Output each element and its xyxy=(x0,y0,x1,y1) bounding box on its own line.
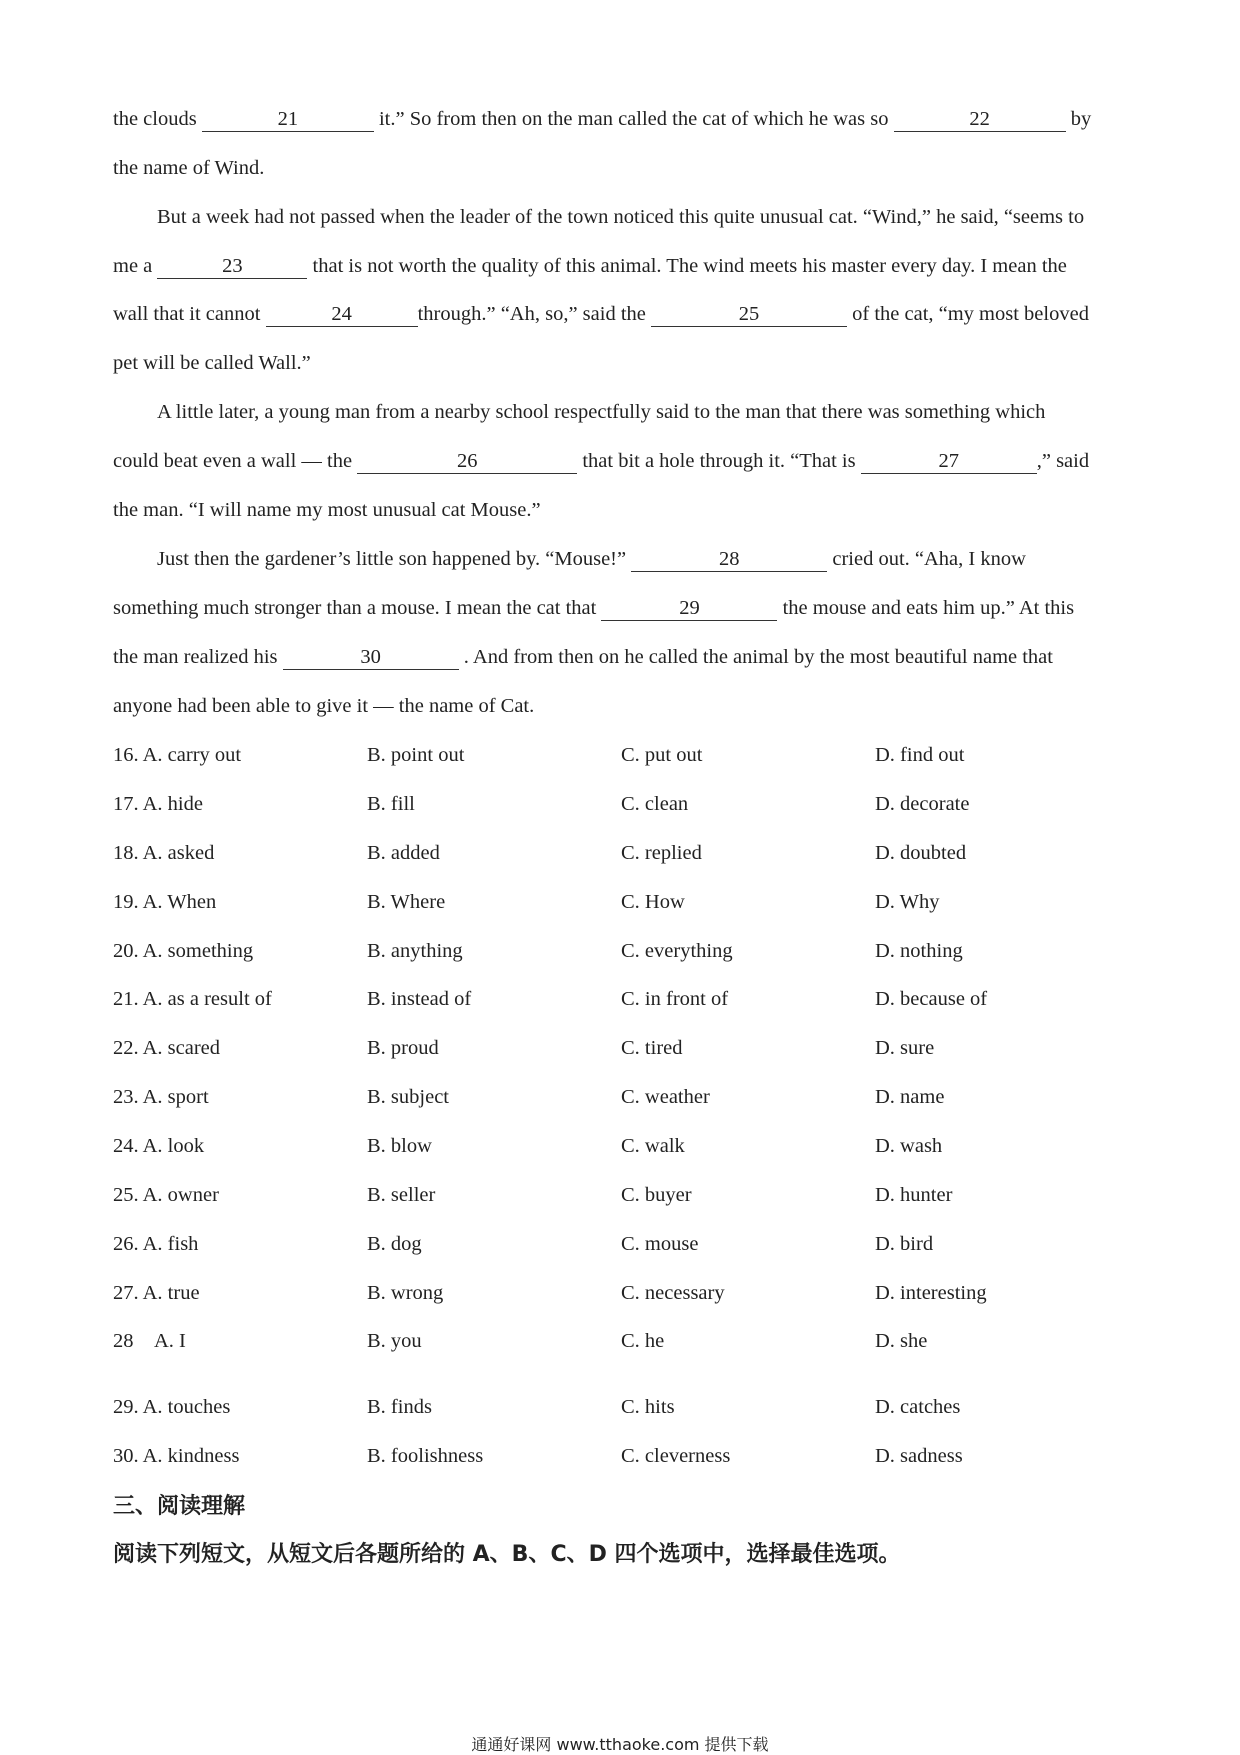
question-row-27 xyxy=(113,1283,1133,1309)
option-a: 25. A. owner xyxy=(113,1184,219,1206)
option-c: C. tired xyxy=(621,1037,683,1059)
option-a: 27. A. true xyxy=(113,1282,200,1304)
passage-line xyxy=(113,304,1133,327)
passage-line xyxy=(113,696,1133,717)
blank-21: 21 xyxy=(202,109,374,132)
question-row-21 xyxy=(113,989,1133,1015)
option-d: D. hunter xyxy=(875,1184,953,1206)
passage-line xyxy=(157,207,1133,228)
option-d: D. she xyxy=(875,1330,928,1352)
passage-line xyxy=(113,109,1133,132)
passage-text: that bit a hole through it. “That is xyxy=(577,450,861,472)
blank-26: 26 xyxy=(357,451,577,474)
passage-text: of the cat, “my most beloved xyxy=(847,303,1089,325)
passage-text: me a xyxy=(113,255,158,277)
option-a: 20. A. something xyxy=(113,940,254,962)
passage-text: it.” So from then on the man called the cat of which he was so xyxy=(373,108,894,130)
passage-text: wall that it cannot xyxy=(113,303,266,325)
option-b: B. added xyxy=(367,842,440,864)
question-row-29 xyxy=(113,1397,1133,1423)
passage-text: the man realized his xyxy=(113,646,283,668)
option-c: C. everything xyxy=(621,940,733,962)
passage-text: could beat even a wall — the xyxy=(113,450,358,472)
option-b: B. blow xyxy=(367,1135,432,1157)
option-c: C. in front of xyxy=(621,988,729,1010)
passage-line xyxy=(113,451,1133,474)
question-row-16 xyxy=(113,745,1133,771)
option-a: 29. A. touches xyxy=(113,1396,231,1418)
passage-text: A little later, a young man from a nearby school respectfully said to the man that there was something which xyxy=(157,401,1046,423)
page-footer: 通通好课网 www.tthaoke.com 提供下载 xyxy=(471,1735,769,1754)
blank-30: 30 xyxy=(283,647,459,670)
option-c: C. weather xyxy=(621,1086,710,1108)
option-c: C. cleverness xyxy=(621,1445,731,1467)
passage-text: the man. “I will name my most unusual cat Mouse.” xyxy=(113,499,541,521)
passage-line xyxy=(113,158,1133,179)
option-d: D. interesting xyxy=(875,1282,987,1304)
option-d: D. nothing xyxy=(875,940,963,962)
passage-text: the mouse and eats him up.” At this xyxy=(777,597,1075,619)
option-d: D. bird xyxy=(875,1233,934,1255)
option-b: B. dog xyxy=(367,1233,422,1255)
question-row-26 xyxy=(113,1234,1133,1260)
option-b: B. finds xyxy=(367,1396,432,1418)
option-d: D. name xyxy=(875,1086,945,1108)
option-c: C. necessary xyxy=(621,1282,725,1304)
option-a: 19. A. When xyxy=(113,891,217,913)
passage-line xyxy=(113,598,1133,621)
passage-text: cried out. “Aha, I know xyxy=(827,548,1026,570)
section-instruction: 阅读下列短文，从短文后各题所给的 A、B、C、D 四个选项中，选择最佳选项。 xyxy=(113,1542,901,1567)
option-c: C. buyer xyxy=(621,1184,692,1206)
passage-text: the clouds xyxy=(113,108,202,130)
section-title: 三、阅读理解 xyxy=(113,1494,246,1519)
option-b: B. wrong xyxy=(367,1282,444,1304)
passage-line xyxy=(157,402,1133,423)
blank-28: 28 xyxy=(631,549,827,572)
option-d: D. sadness xyxy=(875,1445,963,1467)
option-c: C. hits xyxy=(621,1396,675,1418)
option-a: 28 A. I xyxy=(113,1330,186,1352)
blank-24: 24 xyxy=(266,304,418,327)
passage-line xyxy=(113,256,1133,279)
option-b: B. instead of xyxy=(367,988,472,1010)
option-d: D. wash xyxy=(875,1135,943,1157)
option-d: D. because of xyxy=(875,988,988,1010)
passage-text: pet will be called Wall.” xyxy=(113,352,311,374)
option-a: 18. A. asked xyxy=(113,842,215,864)
question-row-28 xyxy=(113,1331,1133,1357)
option-a: 17. A. hide xyxy=(113,793,203,815)
option-c: C. replied xyxy=(621,842,702,864)
passage-line xyxy=(157,549,1133,572)
option-c: C. he xyxy=(621,1330,665,1352)
option-c: C. How xyxy=(621,891,685,913)
blank-29: 29 xyxy=(601,598,777,621)
passage-text: ,” said xyxy=(1036,450,1090,472)
passage-text: . And from then on he called the animal by the most beautiful name that xyxy=(458,646,1053,668)
blank-22: 22 xyxy=(894,109,1066,132)
option-b: B. seller xyxy=(367,1184,436,1206)
option-b: B. Where xyxy=(367,891,446,913)
option-b: B. point out xyxy=(367,744,465,766)
passage-line xyxy=(113,647,1133,670)
question-row-22 xyxy=(113,1038,1133,1064)
question-row-20 xyxy=(113,941,1133,967)
question-row-19 xyxy=(113,892,1133,918)
option-b: B. fill xyxy=(367,793,415,815)
option-d: D. decorate xyxy=(875,793,970,815)
option-a: 30. A. kindness xyxy=(113,1445,240,1467)
blank-27: 27 xyxy=(861,451,1037,474)
option-b: B. anything xyxy=(367,940,463,962)
question-row-17 xyxy=(113,794,1133,820)
option-b: B. foolishness xyxy=(367,1445,484,1467)
option-a: 26. A. fish xyxy=(113,1233,199,1255)
option-b: B. proud xyxy=(367,1037,439,1059)
option-a: 24. A. look xyxy=(113,1135,205,1157)
option-d: D. catches xyxy=(875,1396,961,1418)
passage-text: Just then the gardener’s little son happened by. “Mouse!” xyxy=(157,548,632,570)
option-c: C. mouse xyxy=(621,1233,699,1255)
option-a: 16. A. carry out xyxy=(113,744,242,766)
passage-text: by xyxy=(1065,108,1092,130)
option-d: D. sure xyxy=(875,1037,935,1059)
passage-text: through.” “Ah, so,” said the xyxy=(417,303,651,325)
option-c: C. clean xyxy=(621,793,689,815)
option-b: B. subject xyxy=(367,1086,449,1108)
passage-text: that is not worth the quality of this animal. The wind meets his master every day. I mean the xyxy=(307,255,1067,277)
option-d: D. find out xyxy=(875,744,965,766)
question-row-23 xyxy=(113,1087,1133,1113)
option-c: C. walk xyxy=(621,1135,685,1157)
option-a: 21. A. as a result of xyxy=(113,988,272,1010)
option-a: 23. A. sport xyxy=(113,1086,209,1108)
passage-text: anyone had been able to give it — the name of Cat. xyxy=(113,695,535,717)
passage-text: But a week had not passed when the leader of the town noticed this quite unusual cat. “Wind,” he said, “seems to xyxy=(157,206,1085,228)
question-row-24 xyxy=(113,1136,1133,1162)
option-b: B. you xyxy=(367,1330,422,1352)
passage-text: the name of Wind. xyxy=(113,157,265,179)
passage-line xyxy=(113,353,1133,374)
option-a: 22. A. scared xyxy=(113,1037,221,1059)
blank-23: 23 xyxy=(157,256,307,279)
option-c: C. put out xyxy=(621,744,703,766)
option-d: D. doubted xyxy=(875,842,967,864)
option-d: D. Why xyxy=(875,891,940,913)
question-row-25 xyxy=(113,1185,1133,1211)
question-row-18 xyxy=(113,843,1133,869)
question-row-30 xyxy=(113,1446,1133,1472)
blank-25: 25 xyxy=(651,304,847,327)
passage-line xyxy=(113,500,1133,521)
passage-text: something much stronger than a mouse. I mean the cat that xyxy=(113,597,602,619)
